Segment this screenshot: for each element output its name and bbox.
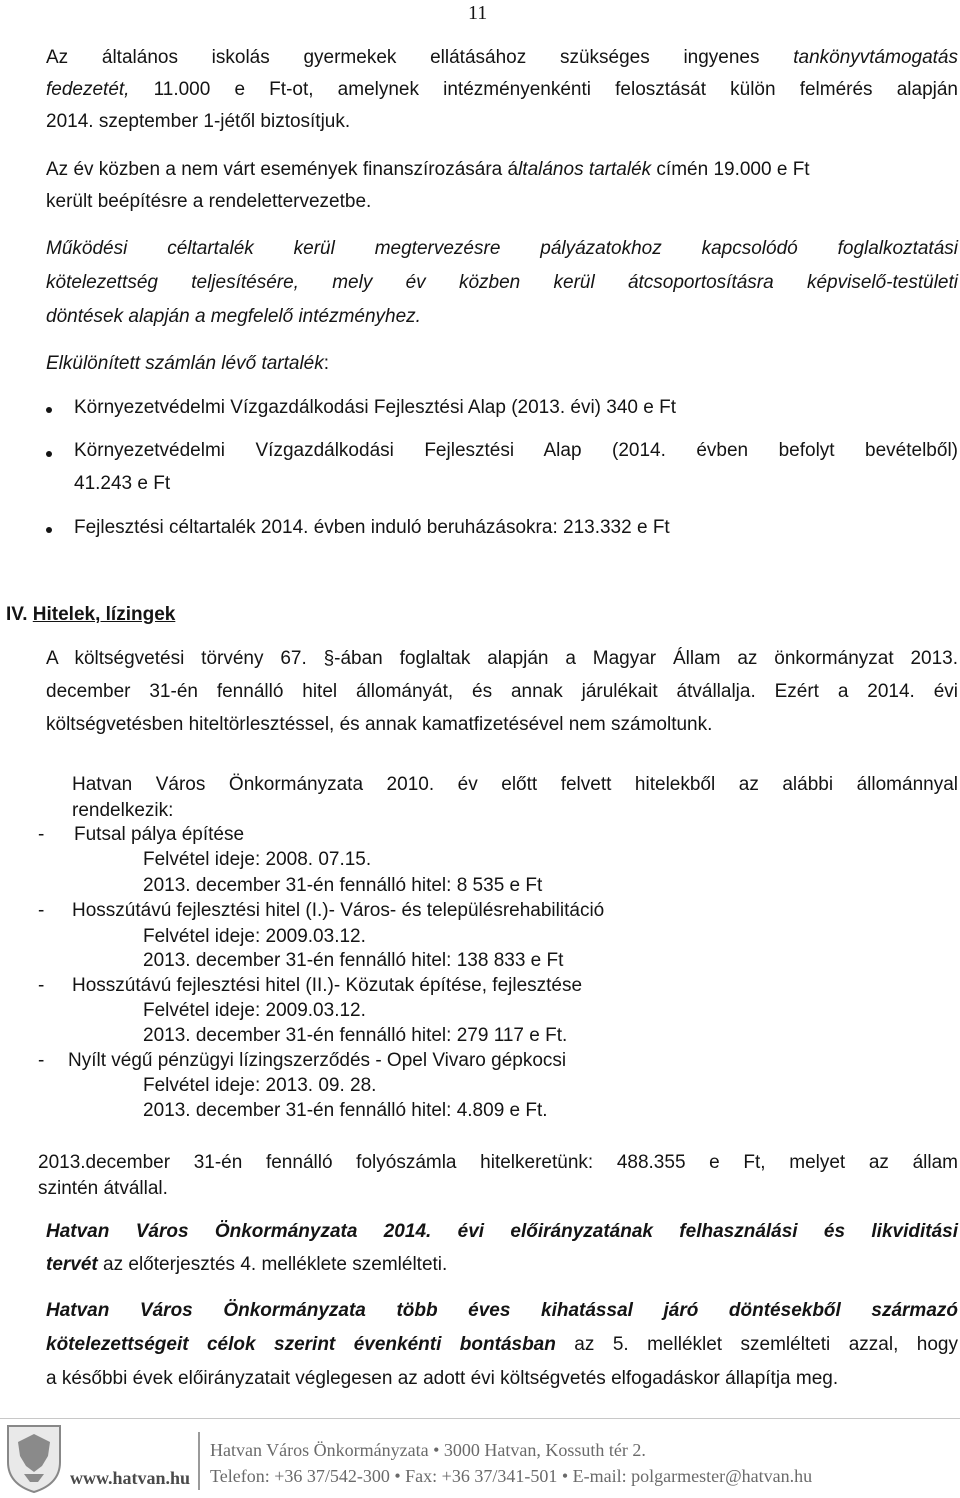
- plan-line2-rest: az előterjesztés 4. melléklete szemlélteti.: [97, 1254, 448, 1275]
- coat-of-arms-icon: [4, 1422, 64, 1494]
- para3-line1: Működési céltartalék kerül megtervezésre pályázatokhoz kapcsolódó foglalkoztatási: [46, 238, 958, 259]
- loan-title: Hosszútávú fejlesztési hitel (II.)- Közutak építése, fejlesztése: [72, 975, 583, 996]
- footer-separator: •: [394, 1466, 401, 1486]
- loan-balance: 2013. december 31-én fennálló hitel: 279 117 e Ft.: [143, 1025, 568, 1046]
- loan-date: Felvétel ideje: 2009.03.12.: [143, 926, 366, 947]
- loan-title: Futsal pálya építése: [74, 824, 245, 845]
- footer-org: Hatvan Város Önkormányzata: [210, 1440, 429, 1460]
- para1-line1-italic: tankönyvtámogatás: [793, 47, 958, 68]
- loan-dash: -: [38, 900, 45, 921]
- multi-line2-bold: kötelezettségeit célok szerint évenkénti bontásban: [46, 1334, 556, 1355]
- para1-line2-text: 11.000 e Ft-ot, amelynek intézményenkénti felosztását külön felmérés alapján: [153, 79, 958, 100]
- footer-separator: •: [561, 1466, 569, 1486]
- plan-line1: Hatvan Város Önkormányzata 2014. évi előirányzatának felhasználási és likviditási: [46, 1221, 958, 1242]
- section-heading: [6, 604, 175, 626]
- footer-website[interactable]: www.hatvan.hu: [70, 1468, 191, 1488]
- reserve-heading: [46, 353, 329, 375]
- bullet-icon: [46, 407, 52, 413]
- footer-vertical-bar: [198, 1432, 200, 1490]
- loan-dash: -: [38, 1050, 45, 1071]
- footer-line2: [210, 1466, 812, 1487]
- footer-address: 3000 Hatvan, Kossuth tér 2.: [443, 1440, 646, 1460]
- reserve-heading-colon: :: [323, 353, 330, 374]
- plan-line2-bold: tervét: [46, 1254, 98, 1275]
- para2-line1-text: Az év közben a nem várt események finanszírozására á: [46, 159, 519, 180]
- loan-date: Felvétel ideje: 2009.03.12.: [143, 1000, 366, 1021]
- section4-line1: A költségvetési törvény 67. §-ában foglaltak alapján a Magyar Állam az önkormányzat 2013.: [46, 648, 958, 669]
- bullet-item-1: Környezetvédelmi Vízgazdálkodási Fejlesztési Alap (2013. évi) 340 e Ft: [74, 397, 676, 418]
- page-number: 11: [468, 2, 488, 24]
- multi-line1: Hatvan Város Önkormányzata több éves kihatással járó döntésekből származó: [46, 1300, 958, 1321]
- loan-balance: 2013. december 31-én fennálló hitel: 4.809 e Ft.: [143, 1100, 548, 1121]
- plan-line2: [46, 1254, 447, 1276]
- para2-line2: került beépítésre a rendelettervezetbe.: [46, 191, 372, 212]
- loans-intro-line2: rendelkezik:: [72, 800, 174, 821]
- footer-email[interactable]: E-mail: polgarmester@hatvan.hu: [572, 1466, 813, 1486]
- multi-line2: [46, 1334, 958, 1356]
- loan-balance: 2013. december 31-én fennálló hitel: 8 535 e Ft: [143, 875, 543, 896]
- para2-line1-end: címén 19.000 e Ft: [651, 159, 810, 180]
- loan-balance: 2013. december 31-én fennálló hitel: 138 833 e Ft: [143, 950, 564, 971]
- bullet-item-2-line1: Környezetvédelmi Vízgazdálkodási Fejlesztési Alap (2014. évben befolyt bevételből): [74, 440, 958, 461]
- reserve-heading-text: Elkülönített számlán lévő tartalék: [46, 353, 324, 374]
- loan-dash: -: [38, 975, 45, 996]
- para2-line1: [46, 159, 958, 181]
- para1-line3: 2014. szeptember 1-jétől biztosítjuk.: [46, 111, 351, 132]
- section-title: Hitelek, lízingek: [32, 604, 176, 625]
- multi-line2-rest: az 5. melléklet szemlélteti azzal, hogy: [555, 1334, 958, 1355]
- overdraft-line2: szintén átvállal.: [38, 1178, 168, 1199]
- bullet-icon: [46, 451, 52, 457]
- loan-title: Hosszútávú fejlesztési hitel (I.)- Város- és településrehabilitáció: [72, 900, 605, 921]
- para3-line3: döntések alapján a megfelelő intézményhez.: [46, 306, 421, 327]
- loan-date: Felvétel ideje: 2008. 07.15.: [143, 849, 372, 870]
- bullet-item-3: Fejlesztési céltartalék 2014. évben induló beruházásokra: 213.332 e Ft: [74, 517, 670, 538]
- footer-fax: Fax: +36 37/341-501: [405, 1466, 558, 1486]
- section4-line3: költségvetésben hiteltörlesztéssel, és annak kamatfizetésével nem számoltunk.: [46, 714, 713, 735]
- loan-date: Felvétel ideje: 2013. 09. 28.: [143, 1075, 377, 1096]
- para2-italic-term: ltalános tartalék: [518, 159, 652, 180]
- section-number: IV.: [6, 604, 28, 625]
- footer-phone: Telefon: +36 37/542-300: [210, 1466, 390, 1486]
- overdraft-line1: 2013.december 31-én fennálló folyószámla hitelkeretünk: 488.355 e Ft, melyet az állam: [38, 1152, 958, 1173]
- footer-line1: [210, 1440, 646, 1461]
- para1-line1-text: Az általános iskolás gyermekek ellátásához szükséges ingyenes: [46, 47, 760, 68]
- footer-divider: [0, 1418, 960, 1419]
- para3-line2: kötelezettség teljesítésére, mely év közben kerül átcsoportosításra képviselő-testületi: [46, 272, 958, 293]
- loan-dash: -: [38, 824, 45, 845]
- footer-separator: •: [433, 1440, 440, 1460]
- bullet-item-2-line2: 41.243 e Ft: [74, 473, 171, 494]
- para1-line2-italic: fedezetét,: [46, 79, 130, 100]
- bullet-icon: [46, 527, 52, 533]
- section4-line2: december 31-én fennálló hitel állományát, és annak járulékait átvállalja. Ezért a 2014. évi: [46, 681, 958, 702]
- loan-title: Nyílt végű pénzügyi lízingszerződés - Opel Vivaro gépkocsi: [68, 1050, 567, 1071]
- loans-intro-line1: Hatvan Város Önkormányzata 2010. év előtt felvett hitelekből az alábbi állománnyal: [72, 774, 958, 795]
- multi-line3: a későbbi évek előirányzatait véglegesen az adott évi költségvetés elfogadáskor állapítja meg.: [46, 1368, 839, 1389]
- para1-line1: [46, 47, 958, 69]
- para1-line2: [46, 79, 958, 101]
